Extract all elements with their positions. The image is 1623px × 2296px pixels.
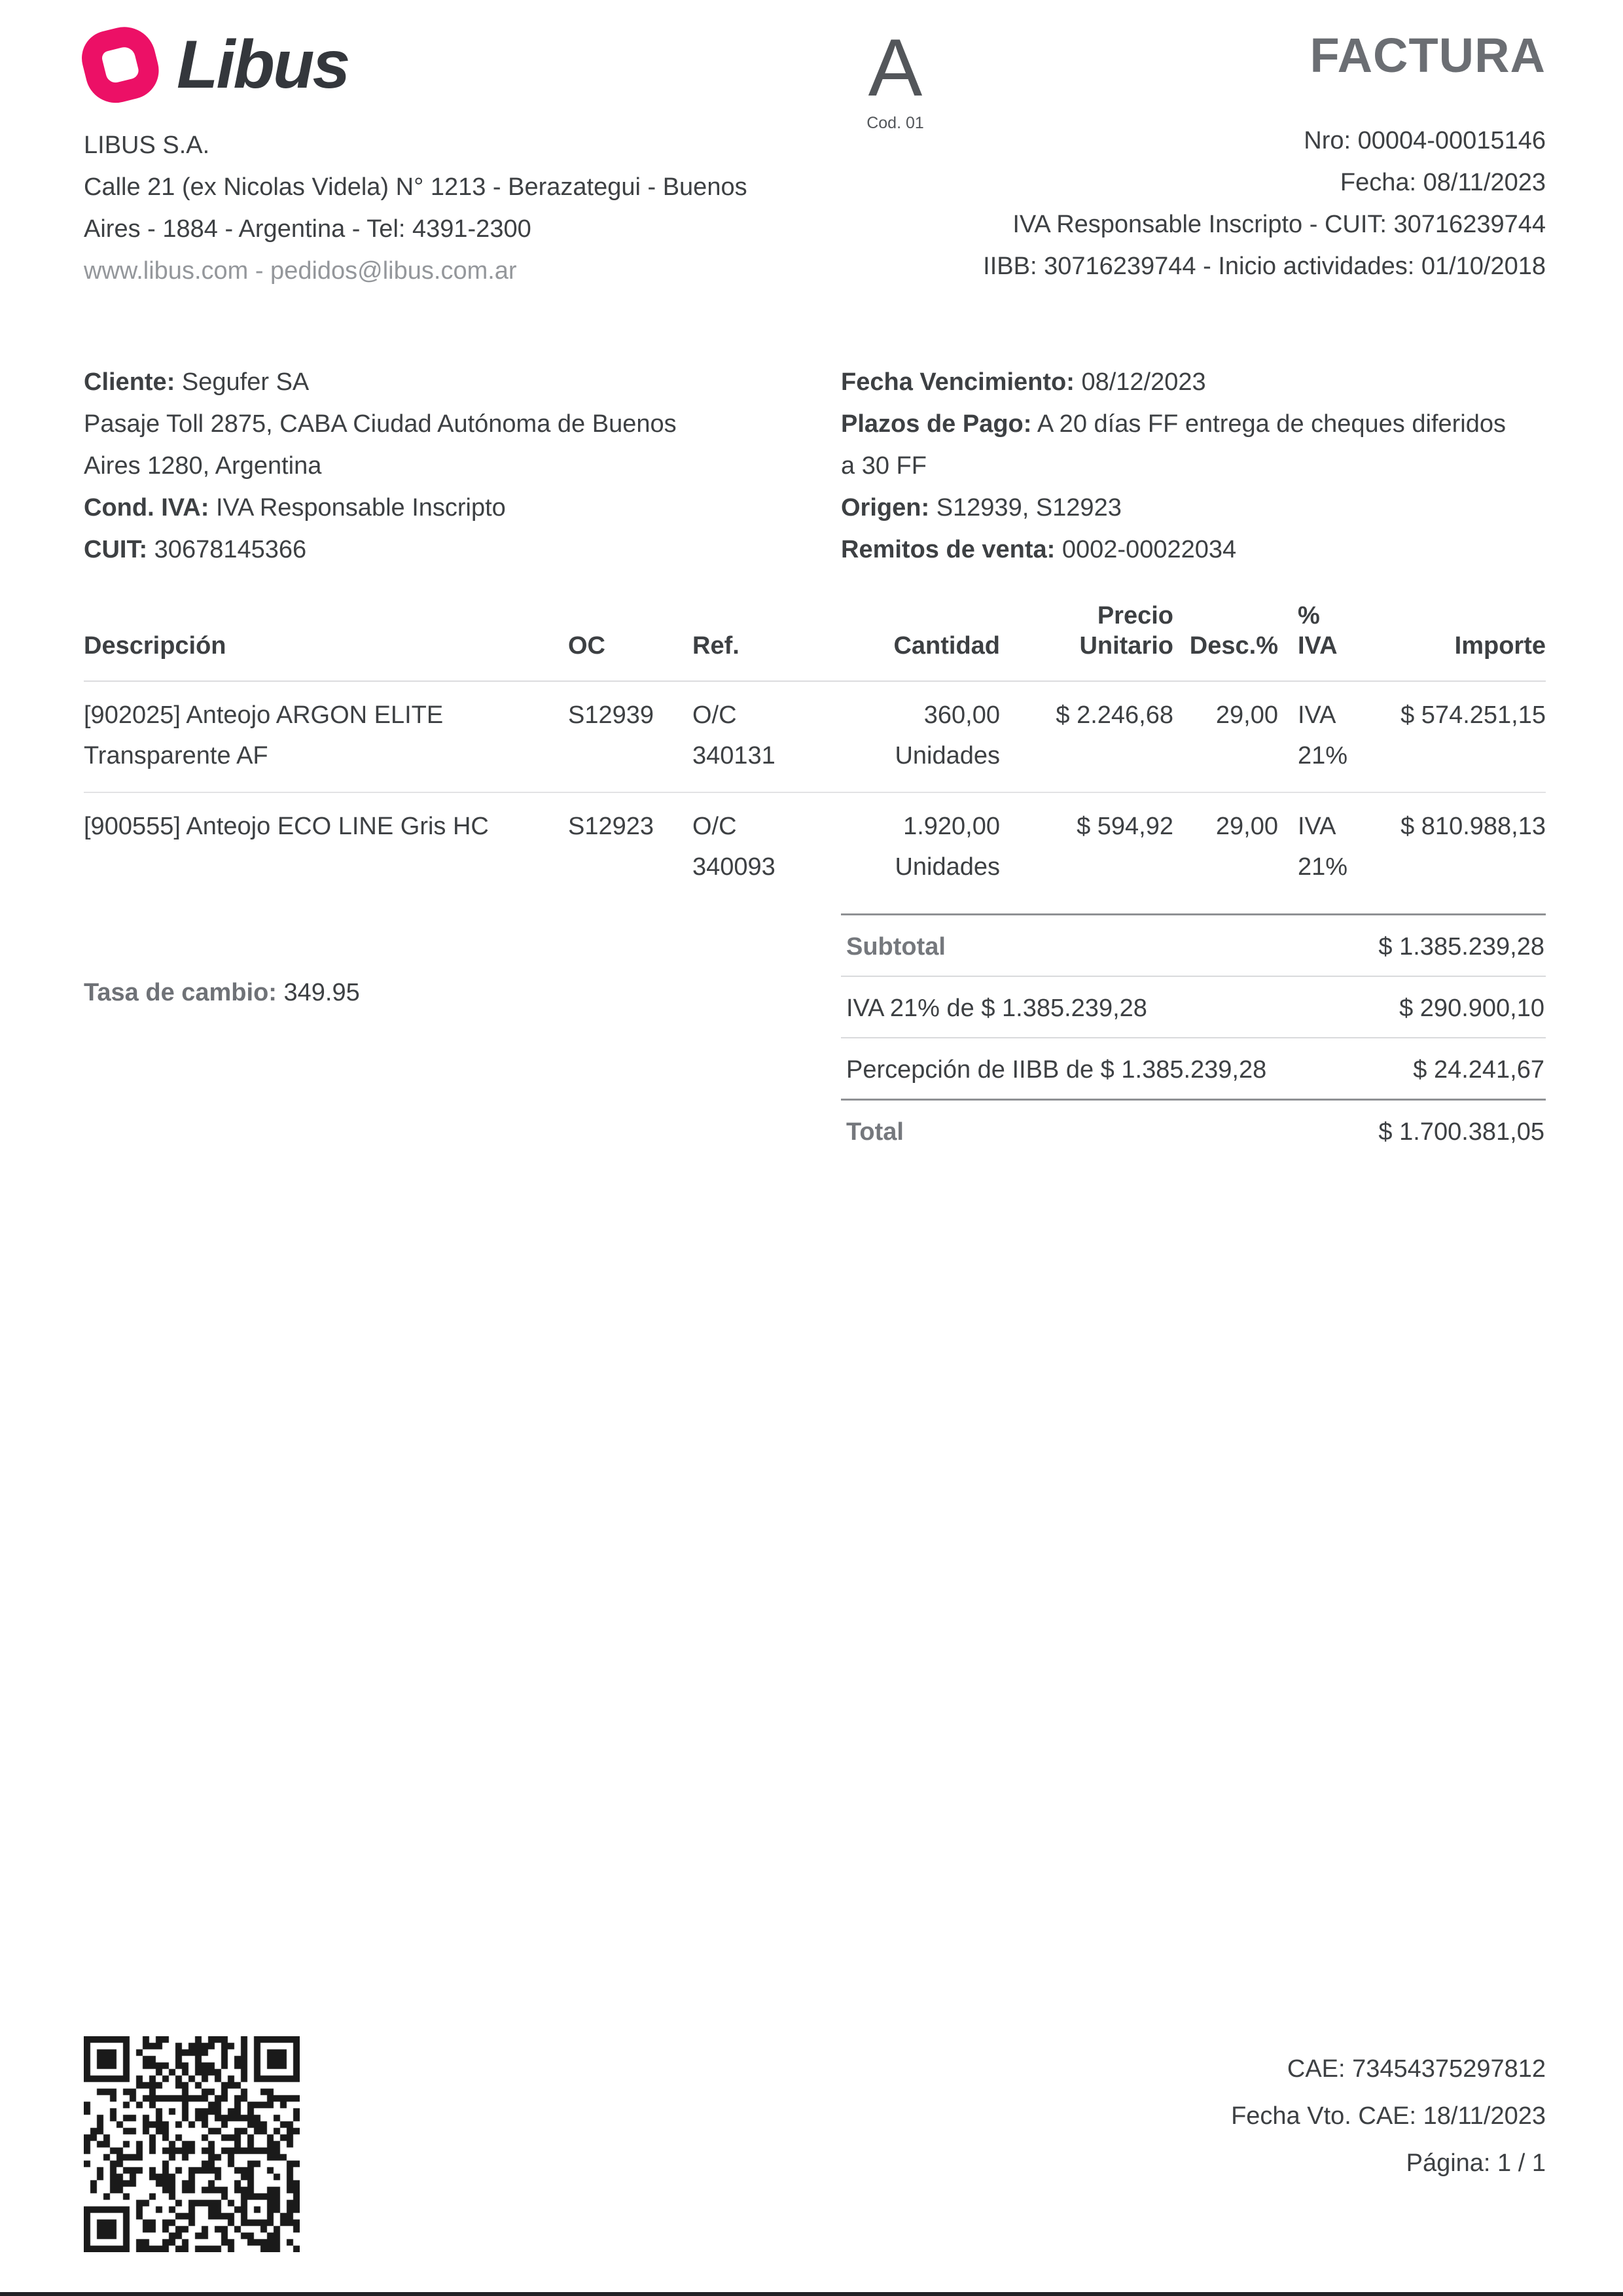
company-contact: www.libus.com - pedidos@libus.com.ar [84, 257, 517, 285]
origin-label: Origen: [841, 494, 930, 522]
client-cond-iva-line [84, 487, 841, 529]
total-label: Total [846, 1118, 904, 1146]
item-row-1 [84, 681, 1546, 792]
invoice-number: Nro: 00004-00015146 [1304, 127, 1546, 154]
iva-value: $ 290.900,10 [1399, 995, 1544, 1023]
company-name: LIBUS S.A. [84, 132, 210, 160]
client-block [84, 361, 841, 571]
item-oc: S12939 [568, 681, 692, 792]
subtotal-label: Subtotal [846, 933, 946, 961]
page-bottom-edge [0, 2292, 1623, 2296]
company-address-line1: Calle 21 (ex Nicolas Videla) N° 1213 - Berazategui - Buenos [84, 173, 747, 202]
item-cantidad: 1.920,00 Unidades [895, 813, 1000, 881]
remitos-label: Remitos de venta: [841, 536, 1056, 564]
qr-code [84, 2036, 300, 2252]
invoice-iva-cuit: IVA Responsable Inscripto - CUIT: 30716239744 [1012, 211, 1546, 238]
iva-label: IVA 21% de $ 1.385.239,28 [846, 995, 1147, 1023]
col-header-oc: OC [568, 594, 692, 681]
item-descripcion: [900555] Anteojo ECO LINE Gris HC [84, 813, 489, 841]
terms-block [841, 361, 1546, 571]
col-header-precio-line2: Unitario [1079, 632, 1173, 660]
remitos-line [841, 529, 1546, 571]
item-desc-pct: 29,00 [1173, 681, 1278, 792]
item-cantidad: 360,00 Unidades [791, 681, 1000, 792]
client-name: Segufer SA [181, 368, 310, 397]
origin-value: S12939, S12923 [936, 494, 1122, 522]
page-indicator: Página: 1 / 1 [1406, 2149, 1546, 2177]
item-precio-unitario: $ 594,92 [1077, 813, 1173, 841]
col-header-ref: Ref. [692, 594, 791, 681]
iibb-label: Percepción de IIBB de $ 1.385.239,28 [846, 1056, 1267, 1084]
item-desc-pct: 29,00 [1215, 813, 1278, 841]
client-label: Cliente: [84, 368, 175, 397]
iibb-row [841, 1037, 1546, 1099]
iva-row [841, 976, 1546, 1037]
invoice-letter-block [818, 23, 972, 133]
totals-block [841, 913, 1546, 1161]
col-header-importe: Importe [1370, 594, 1546, 681]
invoice-header [84, 23, 1546, 292]
client-cuit-value: 30678145366 [154, 536, 307, 564]
item-descripcion: [902025] Anteojo ARGON ELITE Transparente AF [84, 681, 568, 792]
totals-area [84, 913, 1546, 1161]
total-value: $ 1.700.381,05 [1378, 1118, 1544, 1146]
item-importe: $ 810.988,13 [1400, 813, 1546, 841]
client-address-line2: Aires 1280, Argentina [84, 452, 322, 480]
item-precio-unitario: $ 2.246,68 [1000, 681, 1173, 792]
invoice-iibb: IIBB: 30716239744 - Inicio actividades: 01/10/2018 [983, 253, 1546, 280]
client-cond-iva-value: IVA Responsable Inscripto [215, 494, 506, 522]
items-table [84, 594, 1546, 903]
client-address-line1: Pasaje Toll 2875, CABA Ciudad Autónoma de Buenos [84, 410, 677, 438]
origin-line [841, 487, 1546, 529]
payment-terms-label: Plazos de Pago: [841, 410, 1032, 438]
item-iva: IVA 21% [1278, 681, 1370, 792]
subtotal-value: $ 1.385.239,28 [1378, 933, 1544, 961]
col-header-cantidad: Cantidad [791, 594, 1000, 681]
footer-fiscal-block [1231, 2045, 1546, 2187]
company-info [84, 124, 843, 292]
client-name-line [84, 361, 841, 403]
col-header-desc-pct: Desc.% [1173, 594, 1278, 681]
header-left [84, 27, 843, 292]
subtotal-row [841, 913, 1546, 976]
col-header-precio-unitario [1000, 594, 1173, 681]
total-row [841, 1099, 1546, 1161]
due-date-value: 08/12/2023 [1081, 368, 1206, 397]
company-address-line2: Aires - 1884 - Argentina - Tel: 4391-2300 [84, 215, 531, 243]
cae-number: CAE: 73454375297812 [1287, 2055, 1546, 2083]
invoice-letter-code: Cod. 01 [866, 114, 924, 132]
iibb-value: $ 24.241,67 [1413, 1056, 1544, 1084]
exchange-rate-line [84, 913, 841, 1161]
client-cond-iva-label: Cond. IVA: [84, 494, 209, 522]
col-header-precio-line1: Precio [1097, 602, 1173, 630]
items-header-row [84, 594, 1546, 681]
qr-code-canvas [84, 2036, 300, 2252]
due-date-label: Fecha Vencimiento: [841, 368, 1075, 397]
client-cuit-label: CUIT: [84, 536, 148, 564]
item-row-2 [84, 792, 1546, 903]
payment-terms-line [841, 403, 1546, 445]
col-header-iva-line1: % [1298, 602, 1320, 630]
payment-terms-value: A 20 días FF entrega de cheques diferidos [1037, 410, 1506, 438]
due-date-line [841, 361, 1546, 403]
libus-logo-text: Libus [177, 27, 349, 103]
item-iva: IVA 21% [1298, 813, 1348, 881]
item-ref: O/C 340093 [692, 813, 776, 881]
col-header-iva-line2: IVA [1298, 632, 1338, 660]
item-importe: $ 574.251,15 [1370, 681, 1546, 792]
remitos-value: 0002-00022034 [1061, 536, 1237, 564]
col-header-iva [1278, 594, 1370, 681]
cae-due-date: Fecha Vto. CAE: 18/11/2023 [1231, 2102, 1546, 2130]
libus-logo-icon [76, 20, 165, 109]
document-title: FACTURA [1310, 28, 1546, 82]
invoice-letter: A [868, 23, 923, 113]
parties-section [84, 361, 1546, 571]
exchange-rate-label: Tasa de cambio: [84, 979, 277, 1007]
invoice-date: Fecha: 08/11/2023 [1340, 169, 1546, 196]
exchange-rate-value: 349.95 [283, 979, 360, 1007]
col-header-descripcion: Descripción [84, 594, 568, 681]
item-oc: S12923 [568, 813, 654, 841]
payment-terms-line2: a 30 FF [841, 452, 927, 480]
item-ref: O/C 340131 [692, 681, 791, 792]
invoice-meta [843, 120, 1546, 287]
libus-logo [84, 27, 843, 102]
client-cuit-line [84, 529, 841, 571]
